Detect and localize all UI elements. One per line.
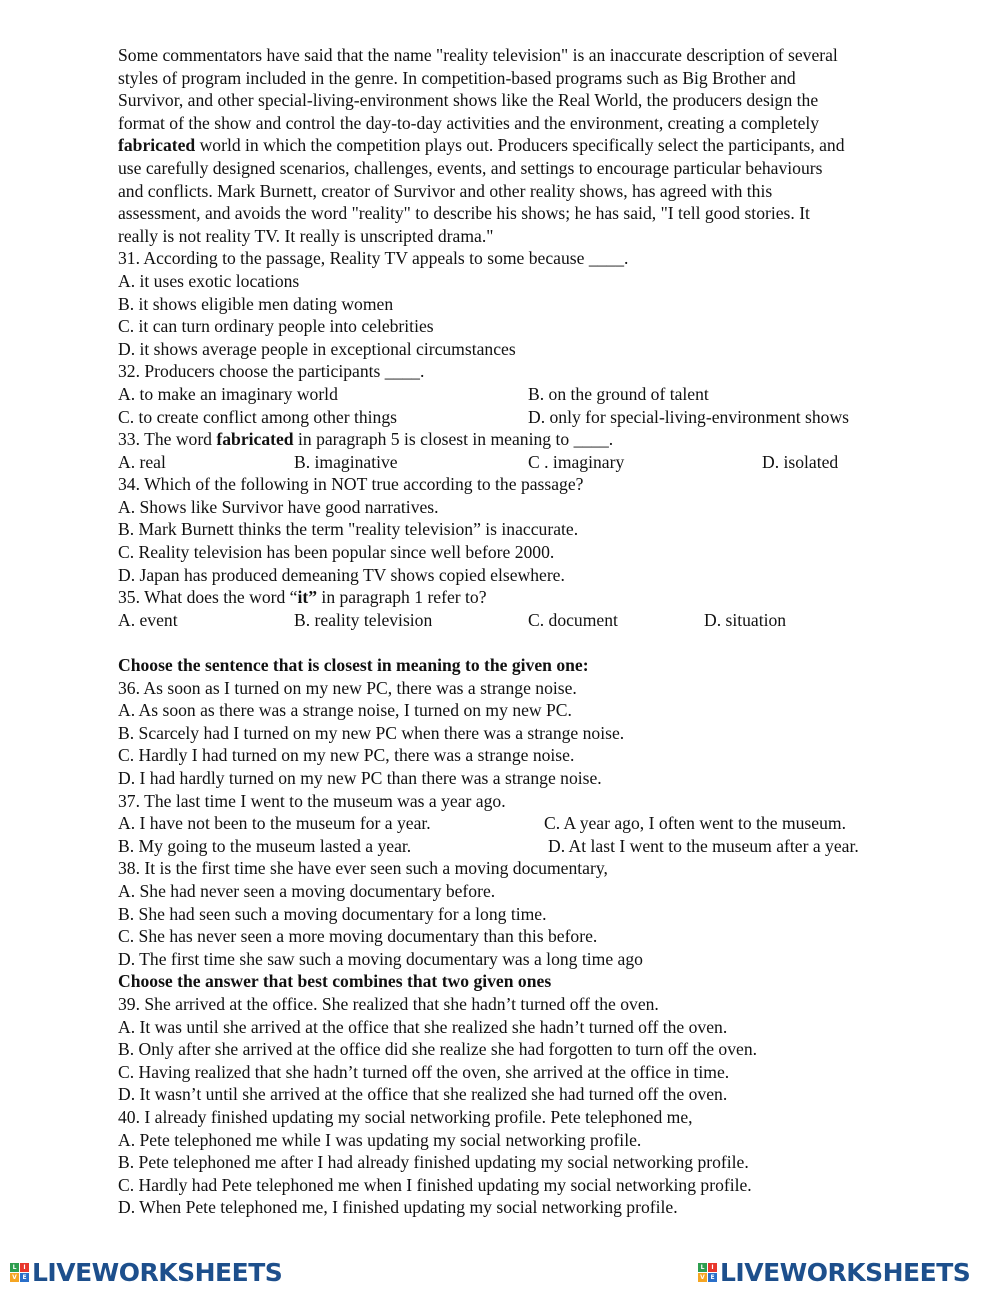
q34-option-a[interactable]: A. Shows like Survivor have good narratives. [118, 496, 439, 517]
q39-option-d[interactable]: D. It wasn’t until she arrived at the office that she realized she had turned off the oven. [118, 1084, 728, 1105]
q37-option-d[interactable]: D. At last I went to the museum after a year. [548, 835, 859, 856]
q40-option-a[interactable]: A. Pete telephoned me while I was updating my social networking profile. [118, 1129, 642, 1150]
q39-option-a[interactable]: A. It was until she arrived at the office that she realized she hadn’t turned off the oven. [118, 1016, 728, 1037]
badge-letter: L [10, 1263, 19, 1272]
q32-options-row [118, 383, 938, 406]
passage-line: Some commentators have said that the name "reality television" is an inaccurate description of several [118, 45, 838, 65]
worksheet-page [118, 44, 938, 1219]
q36-option-a[interactable]: A. As soon as there was a strange noise, I turned on my new PC. [118, 700, 572, 721]
q34-option-c[interactable]: C. Reality television has been popular since well before 2000. [118, 542, 555, 563]
q32-option-a[interactable]: A. to make an imaginary world [118, 383, 338, 404]
passage-line: styles of program included in the genre. In competition-based programs such as Big Brother and [118, 67, 796, 88]
q33-text: in paragraph 5 is closest in meaning to ____. [293, 429, 614, 450]
q31-option-c[interactable]: C. it can turn ordinary people into celebrities [118, 316, 434, 337]
liveworksheets-logo [698, 1258, 970, 1286]
brand-name: LIVEWORKSHEETS [32, 1257, 283, 1287]
passage-line [118, 134, 938, 157]
q35-option-d[interactable]: D. situation [704, 609, 787, 630]
q36-option-c[interactable]: C. Hardly I had turned on my new PC, there was a strange noise. [118, 745, 575, 766]
badge-letter: E [708, 1273, 717, 1282]
badge-letter: E [20, 1273, 29, 1282]
q38-option-d[interactable]: D. The first time she saw such a moving documentary was a long time ago [118, 948, 643, 969]
badge-letter: V [698, 1273, 707, 1282]
badge-letter: L [698, 1263, 707, 1272]
q31-option-d[interactable]: D. it shows average people in exceptional circumstances [118, 338, 516, 359]
brand-name: LIVEWORKSHEETS [720, 1257, 971, 1287]
q31-option-a[interactable]: A. it uses exotic locations [118, 270, 300, 291]
q33-bold-word: fabricated [216, 429, 294, 450]
q34-option-b[interactable]: B. Mark Burnett thinks the term "reality television” is inaccurate. [118, 519, 579, 540]
q33-option-b[interactable]: B. imaginative [294, 451, 398, 472]
q39-option-b[interactable]: B. Only after she arrived at the office did she realize she had forgotten to turn off the oven. [118, 1039, 758, 1060]
bold-word-fabricated: fabricated [118, 135, 196, 156]
section-heading: Choose the sentence that is closest in meaning to the given one: [118, 655, 589, 676]
liveworksheets-badge-icon [698, 1263, 717, 1282]
passage-line: use carefully designed scenarios, challenges, events, and settings to encourage particular behaviours [118, 157, 823, 178]
q35-options-row [118, 609, 938, 632]
passage-line-text: world in which the competition plays out. Producers specifically select the participants, and [195, 135, 845, 156]
q33-text: 33. The word [118, 429, 217, 450]
q37-option-a[interactable]: A. I have not been to the museum for a year. [118, 813, 431, 834]
passage-line: format of the show and control the day-to-day activities and the environment, creating a completely [118, 112, 820, 133]
question-39: 39. She arrived at the office. She realized that she hadn’t turned off the oven. [118, 993, 659, 1014]
q40-option-c[interactable]: C. Hardly had Pete telephoned me when I finished updating my social networking profile. [118, 1174, 752, 1195]
q38-option-c[interactable]: C. She has never seen a more moving documentary than this before. [118, 926, 598, 947]
q33-options-row [118, 451, 938, 474]
q32-option-b[interactable]: B. on the ground of talent [528, 383, 709, 404]
q37-options-row [118, 835, 938, 858]
q35-option-c[interactable]: C. document [528, 609, 618, 630]
q32-option-c[interactable]: C. to create conflict among other things [118, 406, 397, 427]
passage-line: Survivor, and other special-living-environment shows like the Real World, the producers design the [118, 90, 819, 111]
q35-text: in paragraph 1 refer to? [317, 587, 487, 608]
question-35 [118, 586, 938, 609]
q40-option-d[interactable]: D. When Pete telephoned me, I finished updating my social networking profile. [118, 1197, 678, 1218]
liveworksheets-badge-icon [10, 1263, 29, 1282]
question-37: 37. The last time I went to the museum was a year ago. [118, 790, 506, 811]
question-33 [118, 428, 938, 451]
badge-letter: V [10, 1273, 19, 1282]
q37-options-row [118, 812, 938, 835]
question-40: 40. I already finished updating my social networking profile. Pete telephoned me, [118, 1106, 693, 1127]
q38-option-a[interactable]: A. She had never seen a moving documentary before. [118, 880, 496, 901]
question-32: 32. Producers choose the participants ____. [118, 361, 425, 382]
reading-passage [118, 44, 938, 247]
q32-options-row [118, 406, 938, 429]
q38-option-b[interactable]: B. She had seen such a moving documentary for a long time. [118, 903, 547, 924]
q34-option-d[interactable]: D. Japan has produced demeaning TV shows copied elsewhere. [118, 564, 565, 585]
question-38: 38. It is the first time she have ever seen such a moving documentary, [118, 858, 608, 879]
question-36: 36. As soon as I turned on my new PC, there was a strange noise. [118, 677, 577, 698]
q37-option-b[interactable]: B. My going to the museum lasted a year. [118, 835, 412, 856]
q39-option-c[interactable]: C. Having realized that she hadn’t turned off the oven, she arrived at the office in time. [118, 1061, 730, 1082]
question-31: 31. According to the passage, Reality TV appeals to some because ____. [118, 248, 629, 269]
q35-text: 35. What does the word “ [118, 587, 298, 608]
q36-option-b[interactable]: B. Scarcely had I turned on my new PC when there was a strange noise. [118, 722, 625, 743]
q36-option-d[interactable]: D. I had hardly turned on my new PC than there was a strange noise. [118, 768, 602, 788]
section-heading: Choose the answer that best combines that two given ones [118, 971, 552, 992]
badge-letter: I [708, 1263, 717, 1272]
q35-option-b[interactable]: B. reality television [294, 609, 433, 630]
liveworksheets-logo [10, 1258, 282, 1286]
badge-letter: I [20, 1263, 29, 1272]
q32-option-d[interactable]: D. only for special-living-environment shows [528, 406, 850, 427]
question-34: 34. Which of the following in NOT true according to the passage? [118, 474, 584, 495]
q37-option-c[interactable]: C. A year ago, I often went to the museum. [544, 813, 846, 834]
q33-option-c[interactable]: C . imaginary [528, 451, 625, 472]
passage-line: really is not reality TV. It really is unscripted drama." [118, 225, 494, 246]
passage-line: assessment, and avoids the word "reality" to describe his shows; he has said, "I tell good stories. It [118, 203, 810, 224]
q33-option-d[interactable]: D. isolated [762, 451, 839, 472]
q40-option-b[interactable]: B. Pete telephoned me after I had already finished updating my social networking profile. [118, 1152, 749, 1173]
q33-option-a[interactable]: A. real [118, 451, 166, 472]
q35-option-a[interactable]: A. event [118, 609, 178, 630]
q31-option-b[interactable]: B. it shows eligible men dating women [118, 293, 394, 314]
spacer [118, 631, 938, 654]
passage-line: and conflicts. Mark Burnett, creator of Survivor and other reality shows, has agreed with this [118, 180, 773, 201]
q35-bold-word: it” [297, 587, 318, 608]
